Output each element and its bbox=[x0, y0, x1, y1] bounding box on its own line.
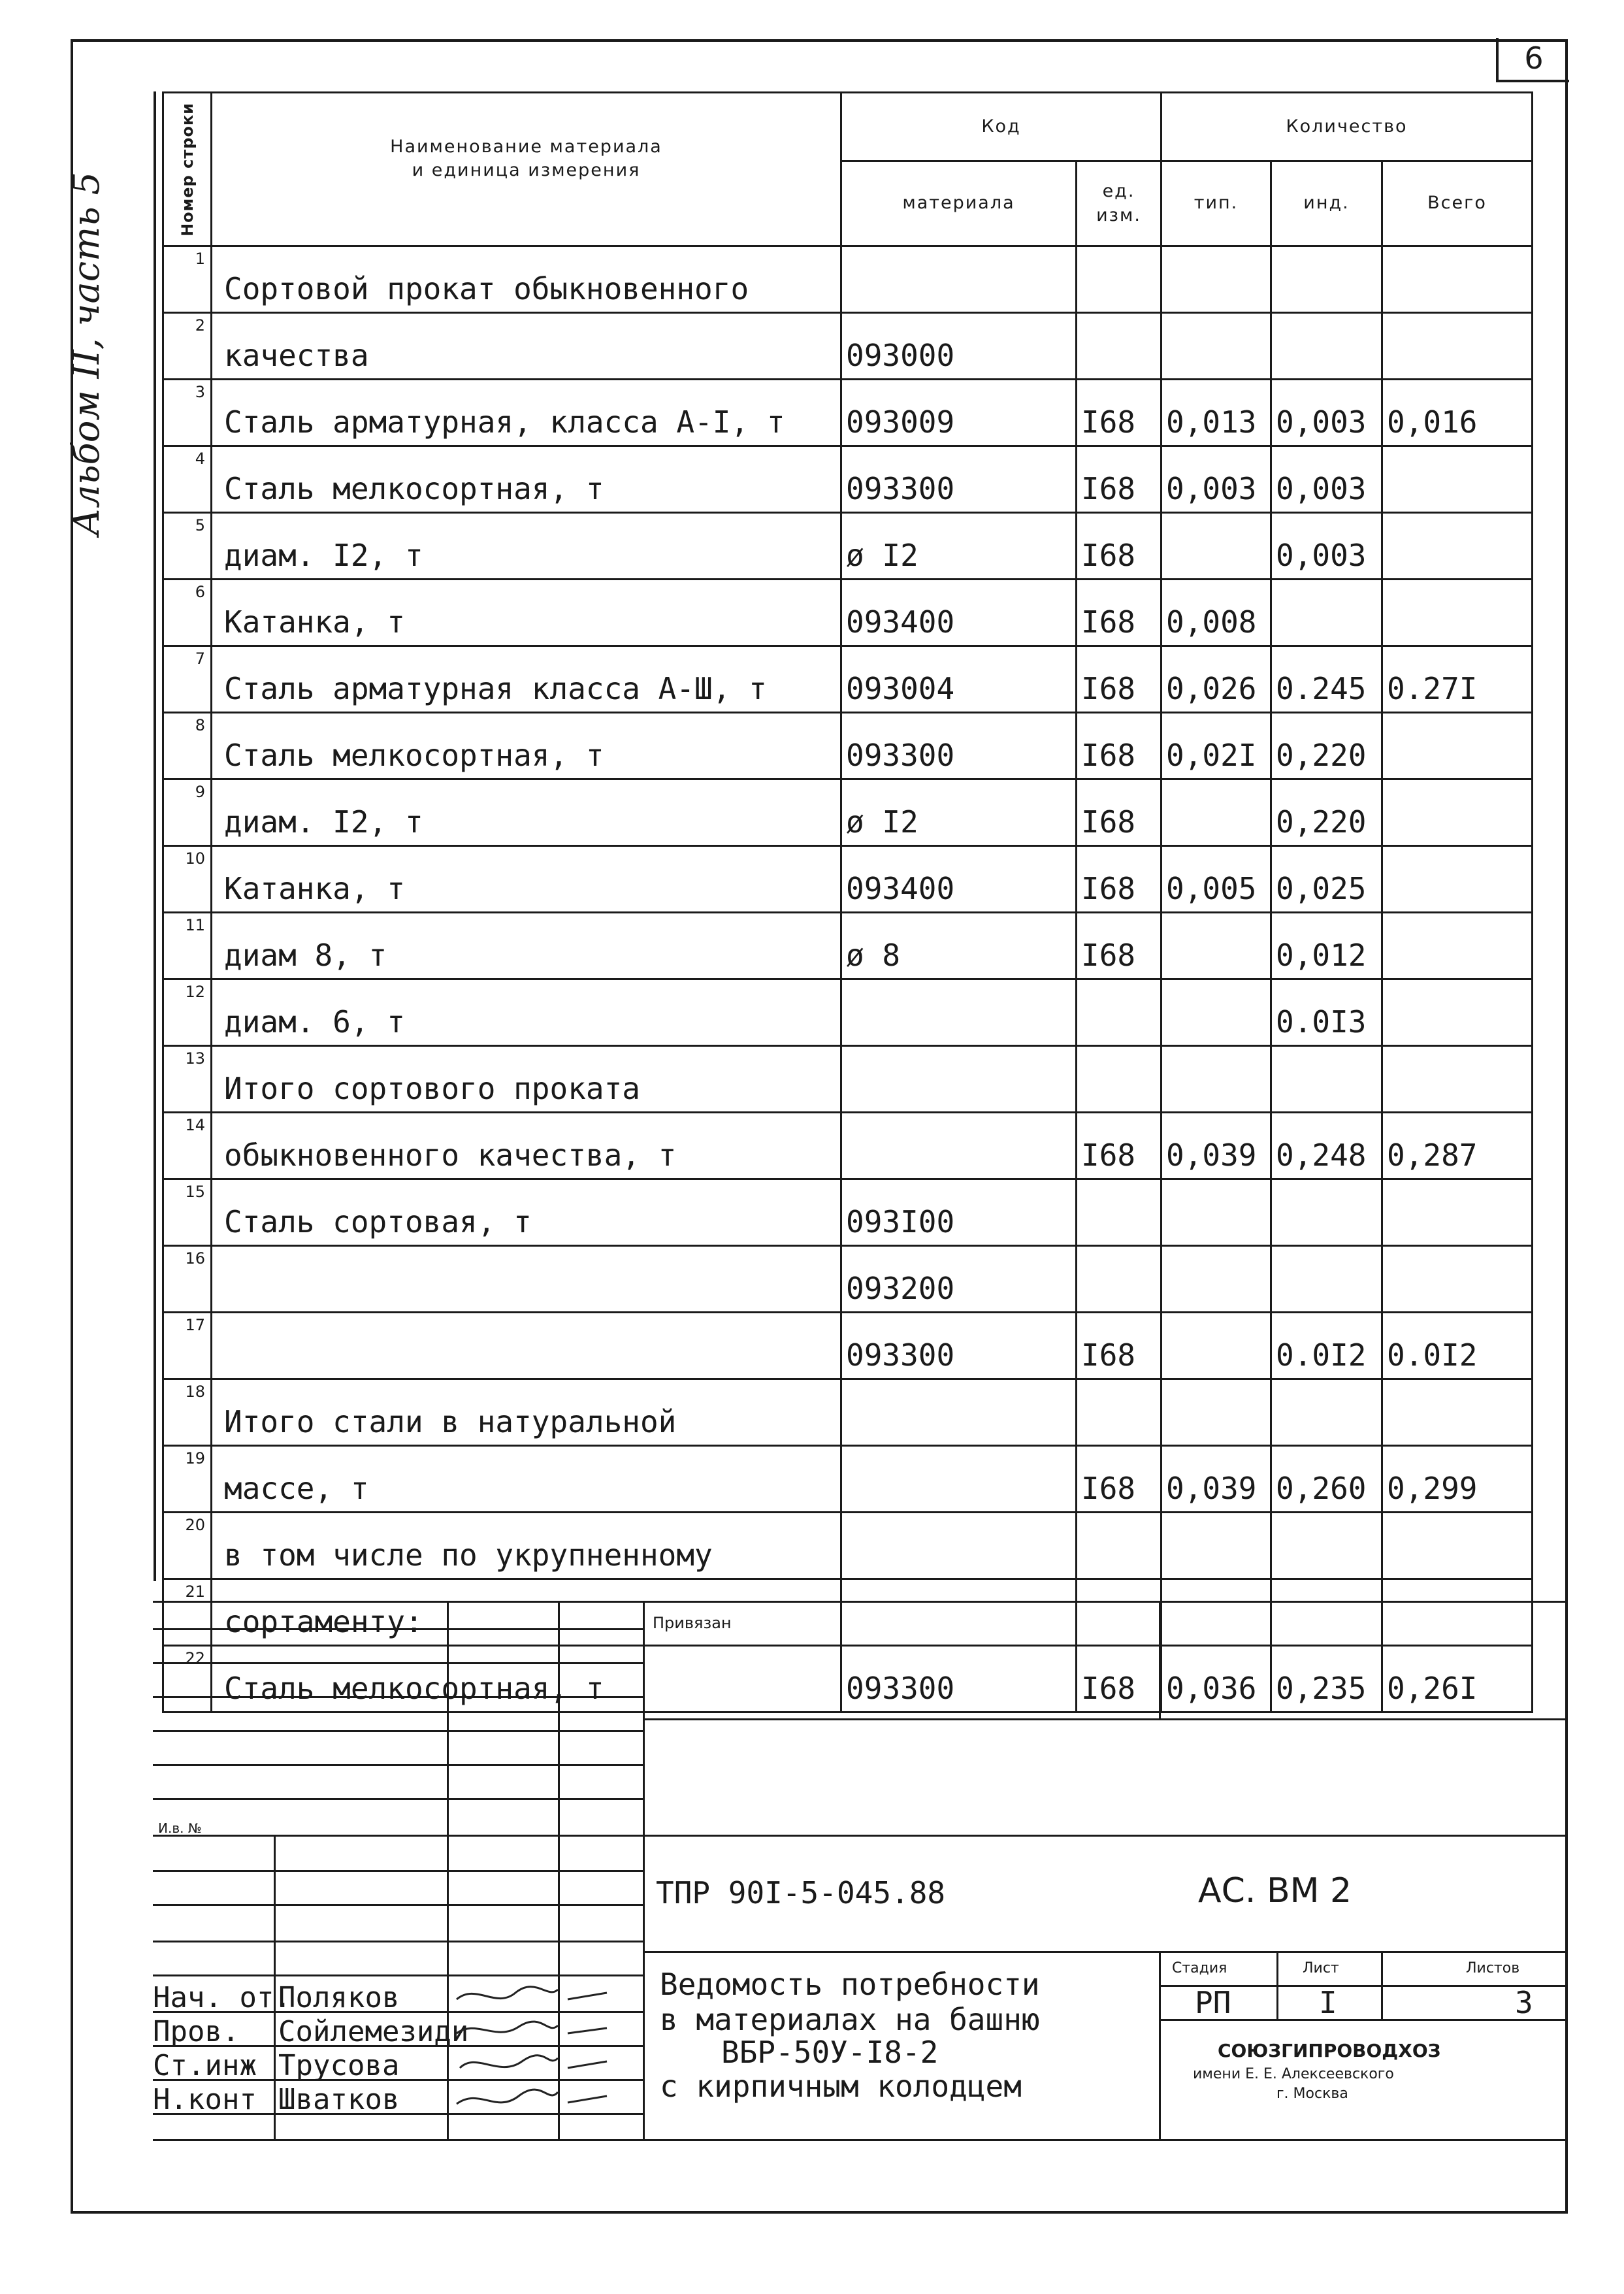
unit-code: I68 bbox=[1077, 380, 1161, 446]
qty-ind: 0,235 bbox=[1271, 1646, 1382, 1712]
album-label: Альбом II, часть 5 bbox=[65, 171, 108, 536]
material-name: Итого стали в натуральной bbox=[212, 1379, 841, 1446]
qty-typ: 0,039 bbox=[1161, 1446, 1271, 1513]
materials-table bbox=[162, 91, 1533, 1713]
qty-typ bbox=[1161, 1046, 1271, 1113]
table-row bbox=[163, 979, 1533, 1046]
qty-typ bbox=[1161, 1379, 1271, 1446]
organization-subtitle: имени Е. Е. Алексеевского bbox=[1193, 2066, 1394, 2082]
header-qty-typ: тип. bbox=[1161, 161, 1271, 246]
qty-typ bbox=[1161, 913, 1271, 979]
qty-total: 0.27I bbox=[1382, 646, 1533, 713]
staff-name-2: Сойлемезиди bbox=[278, 2015, 469, 2048]
unit-code: I68 bbox=[1077, 513, 1161, 580]
row-number: 17 bbox=[163, 1313, 212, 1379]
qty-total bbox=[1382, 1379, 1533, 1446]
qty-typ bbox=[1161, 246, 1271, 313]
qty-ind bbox=[1271, 1046, 1382, 1113]
stage-value: РП bbox=[1195, 1985, 1231, 2020]
unit-code: I68 bbox=[1077, 1313, 1161, 1379]
header-row-number: Номер строки bbox=[163, 93, 212, 246]
material-name: диам. I2, т bbox=[212, 513, 841, 580]
qty-ind bbox=[1271, 246, 1382, 313]
staff-role-2: Пров. bbox=[153, 2015, 240, 2048]
qty-typ bbox=[1161, 513, 1271, 580]
unit-code: I68 bbox=[1077, 713, 1161, 779]
document-code: ТПР 90I-5-045.88 bbox=[656, 1875, 946, 1910]
row-number: 7 bbox=[163, 646, 212, 713]
material-name: в том числе по укрупненному bbox=[212, 1513, 841, 1579]
unit-code bbox=[1077, 979, 1161, 1046]
table-row bbox=[163, 380, 1533, 446]
material-name: диам. 6, т bbox=[212, 979, 841, 1046]
sheet-label: Лист bbox=[1303, 1960, 1339, 1976]
unit-code: I68 bbox=[1077, 446, 1161, 513]
table-row bbox=[163, 1113, 1533, 1179]
table-row bbox=[163, 1513, 1533, 1579]
material-code: 093300 bbox=[841, 1313, 1077, 1379]
material-code: 093000 bbox=[841, 313, 1077, 380]
unit-code: I68 bbox=[1077, 580, 1161, 646]
material-name: качества bbox=[212, 313, 841, 380]
material-name bbox=[212, 1246, 841, 1313]
qty-ind: 0,260 bbox=[1271, 1446, 1382, 1513]
material-code bbox=[841, 1379, 1077, 1446]
table-row bbox=[163, 1446, 1533, 1513]
qty-typ: 0,02I bbox=[1161, 713, 1271, 779]
staff-role-1: Нач. от. bbox=[153, 1981, 291, 2014]
header-name: Наименование материала и единица измерения bbox=[212, 93, 841, 246]
row-number: 21 bbox=[163, 1579, 212, 1646]
row-number: 4 bbox=[163, 446, 212, 513]
unit-code bbox=[1077, 1379, 1161, 1446]
qty-ind: 0.0I2 bbox=[1271, 1313, 1382, 1379]
row-number: 2 bbox=[163, 313, 212, 380]
qty-total: 0,016 bbox=[1382, 380, 1533, 446]
sheets-value: 3 bbox=[1515, 1985, 1533, 2020]
table-row bbox=[163, 513, 1533, 580]
material-name: Сталь сортовая, т bbox=[212, 1179, 841, 1246]
inventory-number-label: И.в. № bbox=[158, 1820, 202, 1836]
material-code bbox=[841, 979, 1077, 1046]
material-name: Катанка, т bbox=[212, 846, 841, 913]
qty-typ: 0,005 bbox=[1161, 846, 1271, 913]
qty-total: 0,287 bbox=[1382, 1113, 1533, 1179]
table-row bbox=[163, 913, 1533, 979]
qty-total bbox=[1382, 580, 1533, 646]
material-name: Сталь мелкосортная, т bbox=[212, 1646, 841, 1712]
row-number: 20 bbox=[163, 1513, 212, 1579]
row-number: 3 bbox=[163, 380, 212, 446]
qty-ind bbox=[1271, 1179, 1382, 1246]
material-code bbox=[841, 1513, 1077, 1579]
unit-code: I68 bbox=[1077, 846, 1161, 913]
qty-total bbox=[1382, 1046, 1533, 1113]
qty-ind: 0.245 bbox=[1271, 646, 1382, 713]
table-row bbox=[163, 1179, 1533, 1246]
table-row bbox=[163, 1246, 1533, 1313]
row-number: 9 bbox=[163, 779, 212, 846]
material-code: ø 8 bbox=[841, 913, 1077, 979]
material-code: 093009 bbox=[841, 380, 1077, 446]
unit-code bbox=[1077, 1246, 1161, 1313]
qty-typ: 0,039 bbox=[1161, 1113, 1271, 1179]
material-code bbox=[841, 246, 1077, 313]
header-code-material: материала bbox=[841, 161, 1077, 246]
header-code: Код bbox=[841, 93, 1161, 161]
qty-typ: 0,008 bbox=[1161, 580, 1271, 646]
qty-total bbox=[1382, 313, 1533, 380]
material-code: 093I00 bbox=[841, 1179, 1077, 1246]
material-name: Сталь арматурная, класса А-I, т bbox=[212, 380, 841, 446]
qty-typ bbox=[1161, 1313, 1271, 1379]
qty-ind bbox=[1271, 1246, 1382, 1313]
sheets-label: Листов bbox=[1466, 1960, 1520, 1976]
header-qty-ind: инд. bbox=[1271, 161, 1382, 246]
signatures bbox=[450, 1980, 640, 2137]
staff-name-3: Трусова bbox=[278, 2049, 400, 2082]
title-line-2: в материалах на башню bbox=[660, 2002, 1040, 2037]
qty-typ bbox=[1161, 313, 1271, 380]
row-number: 22 bbox=[163, 1646, 212, 1712]
material-name: диам 8, т bbox=[212, 913, 841, 979]
unit-code bbox=[1077, 313, 1161, 380]
organization-city: г. Москва bbox=[1276, 2086, 1348, 2102]
table-body bbox=[163, 246, 1533, 1712]
table-row bbox=[163, 313, 1533, 380]
qty-ind: 0,220 bbox=[1271, 713, 1382, 779]
qty-typ bbox=[1161, 1513, 1271, 1579]
material-code: 093400 bbox=[841, 580, 1077, 646]
table-row bbox=[163, 1313, 1533, 1379]
row-number: 1 bbox=[163, 246, 212, 313]
header-quantity: Количество bbox=[1161, 93, 1533, 161]
staff-role-4: Н.конт bbox=[153, 2083, 257, 2116]
qty-ind bbox=[1271, 1513, 1382, 1579]
qty-typ: 0,026 bbox=[1161, 646, 1271, 713]
header-code-unit: ед. изм. bbox=[1077, 161, 1161, 246]
material-code: 093300 bbox=[841, 713, 1077, 779]
staff-role-3: Ст.инж bbox=[153, 2049, 257, 2082]
row-number: 14 bbox=[163, 1113, 212, 1179]
qty-ind: 0.0I3 bbox=[1271, 979, 1382, 1046]
qty-total: 0.0I2 bbox=[1382, 1313, 1533, 1379]
qty-total bbox=[1382, 1179, 1533, 1246]
qty-ind: 0,220 bbox=[1271, 779, 1382, 846]
unit-code bbox=[1077, 1179, 1161, 1246]
qty-typ bbox=[1161, 979, 1271, 1046]
table-row bbox=[163, 580, 1533, 646]
organization-name: СОЮЗГИПРОВОДХОЗ bbox=[1218, 2040, 1441, 2061]
title-line-4: с кирпичным колодцем bbox=[660, 2069, 1022, 2104]
qty-total bbox=[1382, 713, 1533, 779]
qty-total bbox=[1382, 979, 1533, 1046]
material-name: Сталь мелкосортная, т bbox=[212, 446, 841, 513]
title-line-3: ВБР-50У-I8-2 bbox=[721, 2035, 939, 2070]
material-code bbox=[841, 1046, 1077, 1113]
material-name: массе, т bbox=[212, 1446, 841, 1513]
material-code bbox=[841, 1113, 1077, 1179]
material-code: 093300 bbox=[841, 1646, 1077, 1712]
qty-ind: 0,248 bbox=[1271, 1113, 1382, 1179]
title-line-1: Ведомость потребности bbox=[660, 1967, 1040, 2002]
row-number: 16 bbox=[163, 1246, 212, 1313]
stage-label: Стадия bbox=[1172, 1960, 1227, 1976]
material-name: сортаменту: bbox=[212, 1579, 841, 1646]
row-number: 8 bbox=[163, 713, 212, 779]
material-name: Катанка, т bbox=[212, 580, 841, 646]
qty-total bbox=[1382, 246, 1533, 313]
qty-typ bbox=[1161, 779, 1271, 846]
qty-total bbox=[1382, 1246, 1533, 1313]
unit-code: I68 bbox=[1077, 646, 1161, 713]
table-row bbox=[163, 713, 1533, 779]
row-number: 12 bbox=[163, 979, 212, 1046]
qty-ind: 0,025 bbox=[1271, 846, 1382, 913]
row-number: 13 bbox=[163, 1046, 212, 1113]
row-number: 6 bbox=[163, 580, 212, 646]
table-row bbox=[163, 646, 1533, 713]
material-code: 093200 bbox=[841, 1246, 1077, 1313]
unit-code: I68 bbox=[1077, 1646, 1161, 1712]
row-number: 18 bbox=[163, 1379, 212, 1446]
table-row bbox=[163, 1046, 1533, 1113]
page-number: 6 bbox=[1496, 38, 1569, 82]
material-code bbox=[841, 1446, 1077, 1513]
qty-ind: 0,012 bbox=[1271, 913, 1382, 979]
qty-typ bbox=[1161, 1246, 1271, 1313]
unit-code bbox=[1077, 1046, 1161, 1113]
table-row bbox=[163, 246, 1533, 313]
sheet-code: АС. ВМ 2 bbox=[1198, 1871, 1352, 1910]
qty-total bbox=[1382, 1513, 1533, 1579]
qty-typ bbox=[1161, 1179, 1271, 1246]
staff-name-1: Поляков bbox=[278, 1981, 400, 2014]
material-code: 093400 bbox=[841, 846, 1077, 913]
qty-total: 0,26I bbox=[1382, 1646, 1533, 1712]
qty-ind: 0,003 bbox=[1271, 380, 1382, 446]
unit-code: I68 bbox=[1077, 1113, 1161, 1179]
material-name: Итого сортового проката bbox=[212, 1046, 841, 1113]
material-name: диам. I2, т bbox=[212, 779, 841, 846]
album-margin-line bbox=[154, 91, 163, 1581]
qty-typ: 0,003 bbox=[1161, 446, 1271, 513]
qty-ind: 0,003 bbox=[1271, 513, 1382, 580]
unit-code bbox=[1077, 1513, 1161, 1579]
material-name: Сталь мелкосортная, т bbox=[212, 713, 841, 779]
qty-ind bbox=[1271, 580, 1382, 646]
staff-name-4: Шватков bbox=[278, 2083, 400, 2116]
material-name: Сортовой прокат обыкновенного bbox=[212, 246, 841, 313]
table-row bbox=[163, 779, 1533, 846]
row-number: 15 bbox=[163, 1179, 212, 1246]
qty-ind bbox=[1271, 1379, 1382, 1446]
row-number: 11 bbox=[163, 913, 212, 979]
row-number: 19 bbox=[163, 1446, 212, 1513]
qty-total bbox=[1382, 913, 1533, 979]
table-row bbox=[163, 446, 1533, 513]
qty-ind: 0,003 bbox=[1271, 446, 1382, 513]
row-number: 10 bbox=[163, 846, 212, 913]
qty-total bbox=[1382, 446, 1533, 513]
table-row bbox=[163, 846, 1533, 913]
material-name: обыкновенного качества, т bbox=[212, 1113, 841, 1179]
unit-code: I68 bbox=[1077, 1446, 1161, 1513]
material-code: ø I2 bbox=[841, 779, 1077, 846]
qty-total bbox=[1382, 846, 1533, 913]
unit-code bbox=[1077, 246, 1161, 313]
material-name bbox=[212, 1313, 841, 1379]
table-row bbox=[163, 1379, 1533, 1446]
row-number: 5 bbox=[163, 513, 212, 580]
material-code: 093004 bbox=[841, 646, 1077, 713]
qty-total bbox=[1382, 513, 1533, 580]
unit-code: I68 bbox=[1077, 779, 1161, 846]
unit-code: I68 bbox=[1077, 913, 1161, 979]
material-code: ø I2 bbox=[841, 513, 1077, 580]
material-name: Сталь арматурная класса А-Ш, т bbox=[212, 646, 841, 713]
qty-total bbox=[1382, 779, 1533, 846]
qty-ind bbox=[1271, 313, 1382, 380]
header-qty-total: Всего bbox=[1382, 161, 1533, 246]
privyazan-label: Привязан bbox=[653, 1614, 732, 1632]
material-code: 093300 bbox=[841, 446, 1077, 513]
title-block bbox=[153, 1601, 1568, 2163]
qty-total: 0,299 bbox=[1382, 1446, 1533, 1513]
qty-typ: 0,013 bbox=[1161, 380, 1271, 446]
qty-typ: 0,036 bbox=[1161, 1646, 1271, 1712]
sheet-value: I bbox=[1319, 1985, 1337, 2020]
